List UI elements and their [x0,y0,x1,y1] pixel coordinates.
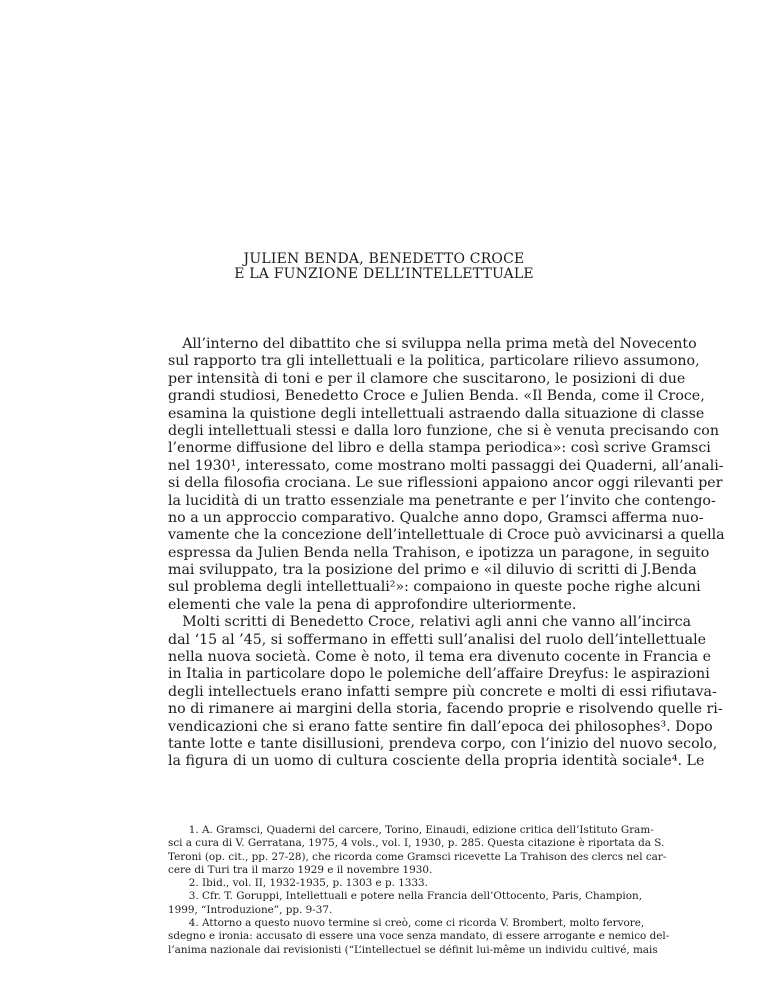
body-line: elementi che vale la pena di approfondire ulteriormente. [168,596,577,613]
body-line: vendicazioni che si erano fatte sentire fin dall’epoca dei philosophes³. Dopo [168,718,713,735]
body-line: grandi studiosi, Benedetto Croce e Julien Benda. «Il Benda, come il Croce, [168,388,705,405]
title-line-1: JULIEN BENDA, BENEDETTO CROCE [243,251,525,267]
body-line: espressa da Julien Benda nella Trahison, e ipotizza un paragone, in seguito [168,544,710,561]
body-line: Molti scritti di Benedetto Croce, relativi agli anni che vanno all’incirca [168,614,692,631]
body-line: no a un approccio comparativo. Qualche anno dopo, Gramsci afferma nuo- [168,509,704,526]
body-line: no di rimanere ai margini della storia, facendo proprie e risolvendo quelle ri- [168,701,723,718]
body-line: esamina la quistione degli intellettuali astraendo dalla situazione di classe [168,405,705,422]
footnote-line: Teroni (op. cit., pp. 27-28), che ricorda come Gramsci ricevette La Trahison des clercs nel car- [168,850,667,863]
body-line: l’enorme diffusione del libro e della stampa periodica»: così scrive Gramsci [168,440,711,457]
body-line: degli intellectuels erano infatti sempre più concrete e molti di essi rifiutava- [168,683,717,700]
body-line: degli intellettuali stessi e dalla loro funzione, che si è venuta precisando con [168,422,719,439]
body-line: per intensità di toni e per il clamore che suscitarono, le posizioni di due [168,370,686,387]
body-line: in Italia in particolare dopo le polemiche dell’affaire Dreyfus: le aspirazioni [168,666,710,683]
body-line: si della filosofia crociana. Le sue riflessioni appaiono ancor oggi rilevanti per [168,475,723,492]
body-line: la lucidità di un tratto essenziale ma penetrante e per l’invito che contengo- [168,492,716,509]
body-line: dal ‘15 al ’45, si soffermano in effetti sull’analisi del ruolo dell’intellettuale [168,631,707,648]
footnote-line: 1. A. Gramsci, Quaderni del carcere, Torino, Einaudi, edizione critica dell’Istituto Gram- [168,824,654,836]
body-line: la figura di un uomo di cultura cosciente della propria identità sociale⁴. Le [168,753,705,770]
footnotes [168,824,670,957]
body-line: All’interno del dibattito che si sviluppa nella prima metà del Novecento [168,336,697,352]
footnote-line: 1999, “Introduzione”, pp. 9-37. [168,903,333,916]
body-line: tante lotte e tante disillusioni, prendeva corpo, con l’inizio del nuovo secolo, [168,735,718,752]
footnote-line: l’anima nazionale dai revisionisti (“L’intellectuel se définit lui-même un individu cultivé, mais [168,943,658,956]
footnote-line: sci a cura di V. Gerratana, 1975, 4 vols., vol. I, 1930, p. 285. Questa citazione è riportata da S. [168,837,665,850]
body-line: sul problema degli intellettuali²»: compaiono in queste poche righe alcuni [168,579,701,596]
footnote-line: sdegno e ironia: accusato di essere una voce senza mandato, di essere arrogante e nemico del- [168,930,670,943]
body-text [168,336,725,771]
footnote-line: 3. Cfr. T. Goruppi, Intellettuali e potere nella Francia dell’Ottocento, Paris, Champion, [168,890,643,903]
body-line: vamente che la concezione dell’intellettuale di Croce può avvicinarsi a quella [168,527,725,544]
footnote-line: cere di Turi tra il marzo 1929 e il novembre 1930. [168,863,433,876]
body-line: mai sviluppato, tra la posizione del primo e «il diluvio di scritti di J.Benda [168,562,697,579]
title-line-2: E LA FUNZIONE DELL’INTELLETTUALE [234,266,534,282]
body-line: sul rapporto tra gli intellettuali e la politica, particolare rilievo assumono, [168,353,700,370]
body-line: nella nuova società. Come è noto, il tema era divenuto cocente in Francia e [168,649,711,666]
footnote-line: 4. Attorno a questo nuovo termine si creò, come ci ricorda V. Brombert, molto fervore, [168,917,645,930]
body-line: nel 1930¹, interessato, come mostrano molti passaggi dei Quaderni, all’anali- [168,457,724,474]
footnote-line: 2. Ibid., vol. II, 1932-1935, p. 1303 e p. 1333. [168,877,428,890]
chapter-title [160,252,608,282]
